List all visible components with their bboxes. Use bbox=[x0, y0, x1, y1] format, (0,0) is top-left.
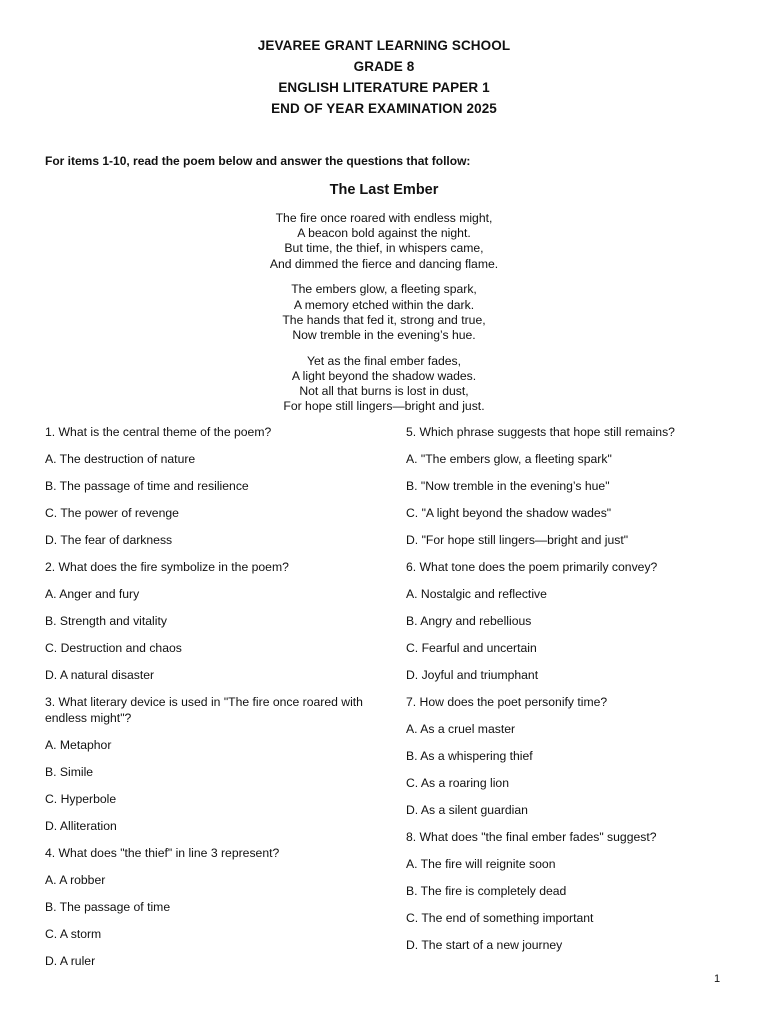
answer-option: B. The passage of time and resilience bbox=[45, 479, 249, 493]
question-8 bbox=[406, 830, 736, 954]
answer-option: A. As a cruel master bbox=[406, 722, 516, 736]
poem-line: A beacon bold against the night. bbox=[297, 226, 471, 241]
answer-option: B. The passage of time bbox=[45, 899, 171, 914]
answer-option: D. A ruler bbox=[45, 953, 96, 968]
poem-stanza bbox=[0, 211, 768, 272]
answer-option: D. Alliteration bbox=[45, 818, 117, 833]
poem-line: The fire once roared with endless might, bbox=[275, 211, 493, 225]
answer-option: C. As a roaring lion bbox=[406, 776, 509, 790]
question-1 bbox=[45, 425, 365, 549]
question-text: 1. What is the central theme of the poem? bbox=[45, 425, 272, 439]
poem-line: The hands that fed it, strong and true, bbox=[282, 312, 486, 327]
question-text: 4. What does "the thief" in line 3 represent? bbox=[45, 845, 280, 860]
poem-line: Yet as the final ember fades, bbox=[306, 353, 462, 368]
poem-stanza bbox=[0, 282, 768, 343]
answer-option: D. A natural disaster bbox=[45, 668, 155, 682]
question-7 bbox=[406, 695, 736, 819]
answer-option: C. The end of something important bbox=[406, 911, 594, 925]
poem-line: Not all that burns is lost in dust, bbox=[299, 384, 469, 399]
poem-title: The Last Ember bbox=[329, 182, 439, 198]
grade-label: GRADE 8 bbox=[353, 59, 415, 74]
questions-right-column bbox=[406, 425, 736, 965]
question-text: 3. What literary device is used in "The fire once roared with endless might"? bbox=[45, 695, 363, 725]
poem-line: For hope still lingers—bright and just. bbox=[283, 399, 485, 414]
question-text: 6. What tone does the poem primarily convey? bbox=[406, 560, 658, 574]
answer-option: C. Destruction and chaos bbox=[45, 641, 182, 655]
question-6 bbox=[406, 560, 736, 684]
answer-option: D. The fear of darkness bbox=[45, 533, 173, 547]
question-text: 7. How does the poet personify time? bbox=[406, 695, 608, 709]
question-3 bbox=[45, 695, 365, 834]
question-2 bbox=[45, 560, 365, 684]
answer-option: D. "For hope still lingers—bright and just" bbox=[406, 533, 629, 547]
question-text: 5. Which phrase suggests that hope still remains? bbox=[406, 425, 675, 439]
answer-option: B. The fire is completely dead bbox=[406, 884, 567, 898]
answer-option: A. The fire will reignite soon bbox=[406, 857, 556, 871]
poem-stanza bbox=[0, 354, 768, 415]
exam-header bbox=[0, 35, 768, 119]
answer-option: A. The destruction of nature bbox=[45, 452, 196, 466]
answer-option: C. Hyperbole bbox=[45, 791, 117, 806]
poem-line: But time, the thief, in whispers came, bbox=[284, 241, 484, 256]
questions-left-column bbox=[45, 425, 365, 981]
answer-option: C. "A light beyond the shadow wades" bbox=[406, 506, 612, 520]
page-number: 1 bbox=[714, 973, 721, 985]
paper-title: ENGLISH LITERATURE PAPER 1 bbox=[278, 80, 490, 95]
poem-line: Now tremble in the evening’s hue. bbox=[292, 328, 476, 343]
instructions: For items 1-10, read the poem below and answer the questions that follow: bbox=[45, 154, 471, 168]
question-text: 2. What does the fire symbolize in the poem? bbox=[45, 560, 289, 574]
question-5 bbox=[406, 425, 736, 549]
question-text: 8. What does "the final ember fades" suggest? bbox=[406, 830, 657, 844]
answer-option: C. The power of revenge bbox=[45, 506, 179, 520]
question-4 bbox=[45, 846, 365, 970]
exam-title: END OF YEAR EXAMINATION 2025 bbox=[271, 101, 497, 116]
answer-option: A. A robber bbox=[45, 872, 106, 887]
answer-option: C. A storm bbox=[45, 926, 102, 941]
answer-option: B. Angry and rebellious bbox=[406, 614, 532, 628]
answer-option: B. Strength and vitality bbox=[45, 614, 167, 628]
answer-option: D. The start of a new journey bbox=[406, 938, 563, 952]
answer-option: A. "The embers glow, a fleeting spark" bbox=[406, 452, 612, 466]
answer-option: A. Anger and fury bbox=[45, 587, 140, 601]
answer-option: D. Joyful and triumphant bbox=[406, 668, 539, 682]
poem-line: A memory etched within the dark. bbox=[293, 297, 475, 312]
poem-line: A light beyond the shadow wades. bbox=[291, 369, 477, 384]
poem-line: And dimmed the fierce and dancing flame. bbox=[269, 256, 499, 271]
answer-option: A. Nostalgic and reflective bbox=[406, 587, 547, 601]
answer-option: D. As a silent guardian bbox=[406, 803, 528, 817]
answer-option: A. Metaphor bbox=[45, 737, 112, 752]
poem-body bbox=[0, 211, 768, 425]
answer-option: C. Fearful and uncertain bbox=[406, 641, 537, 655]
answer-option: B. "Now tremble in the evening’s hue" bbox=[406, 479, 610, 493]
poem-line: The embers glow, a fleeting spark, bbox=[291, 282, 477, 297]
answer-option: B. As a whispering thief bbox=[406, 749, 533, 763]
school-name: JEVAREE GRANT LEARNING SCHOOL bbox=[257, 38, 511, 53]
answer-option: B. Simile bbox=[45, 764, 94, 779]
